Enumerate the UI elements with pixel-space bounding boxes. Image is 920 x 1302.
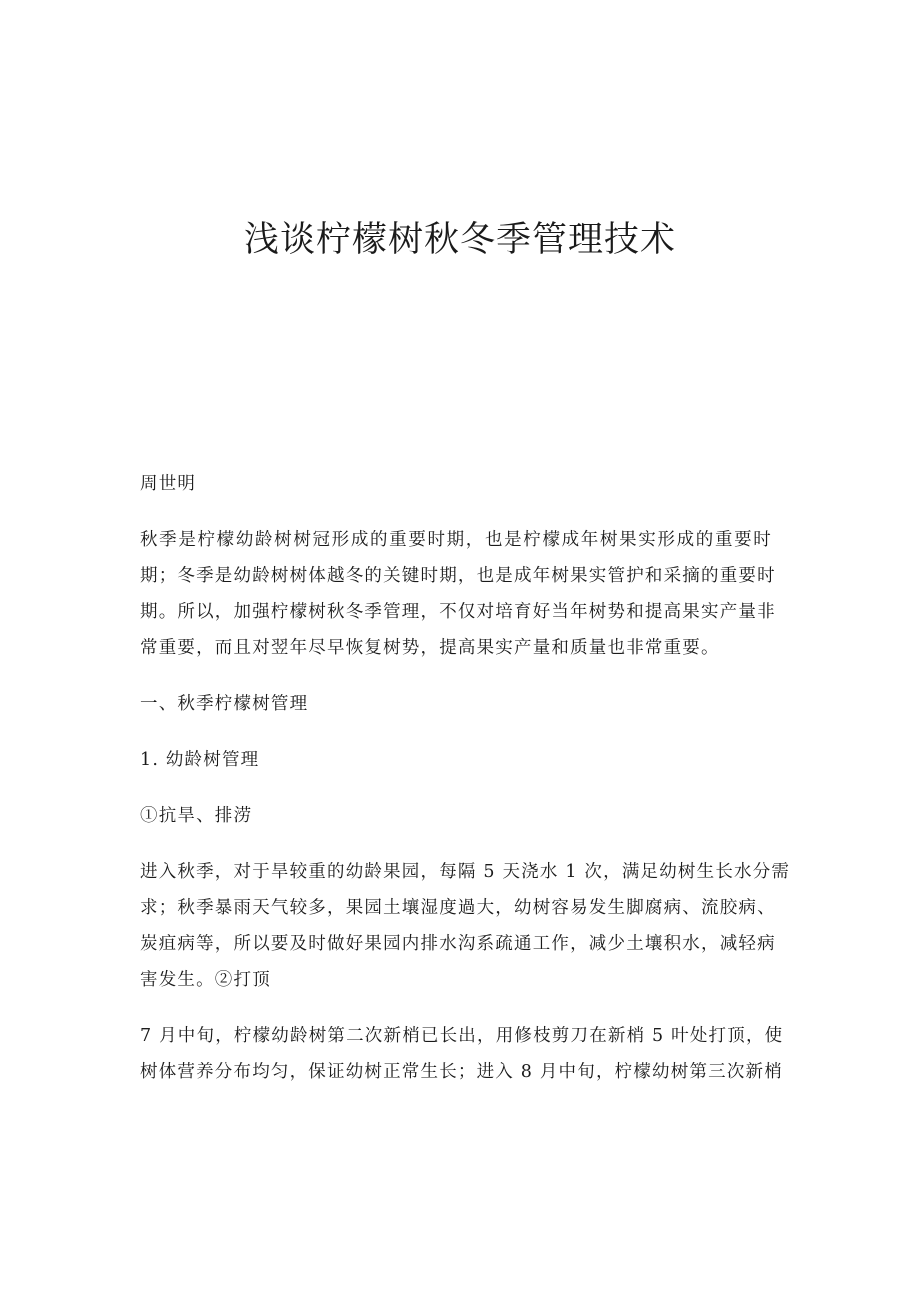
paragraph-line: 进入秋季，对于旱较重的幼龄果园，每隔 5 天浇水 1 次，满足幼树生长水分需 [140,862,791,882]
paragraph-line: 害发生。②打顶 [140,970,271,990]
intro-paragraph [140,522,776,666]
document-title: 浅谈柠檬树秋冬季管理技术 [243,220,676,260]
paragraph-line: 秋季是柠檬幼龄树树冠形成的重要时期，也是柠檬成年树果实形成的重要时 [140,530,772,550]
paragraph-line: 7 月中旬，柠檬幼龄树第二次新梢已长出，用修枝剪刀在新梢 5 叶处打顶，使 [140,1026,784,1046]
author-name: 周世明 [140,474,197,494]
item1-paragraph [140,854,791,998]
item2-paragraph [140,1018,784,1090]
paragraph-line: 常重要，而且对翌年尽早恢复树势，提高果实产量和质量也非常重要。 [140,638,720,658]
paragraph-line: 期。所以，加强柠檬树秋冬季管理，不仅对培育好当年树势和提高果实产量非 [140,602,776,622]
section-heading: 一、秋季柠檬树管理 [140,694,309,714]
subsection-heading: 1. 幼龄树管理 [140,750,260,770]
paragraph-line: 求；秋季暴雨天气较多，果园土壤湿度過大，幼树容易发生脚腐病、流胶病、 [140,898,776,918]
document-body [140,466,791,1090]
paragraph-line: 炭疽病等，所以要及时做好果园内排水沟系疏通工作，减少土壤积水，减轻病 [140,934,776,954]
paragraph-line: 期；冬季是幼龄树树体越冬的关键时期，也是成年树果实管护和采摘的重要时 [140,566,776,586]
paragraph-line: 树体营养分布均匀，保证幼树正常生长；进入 8 月中旬，柠檬幼树第三次新梢 [140,1062,783,1082]
item-heading: ①抗旱、排涝 [140,806,253,826]
